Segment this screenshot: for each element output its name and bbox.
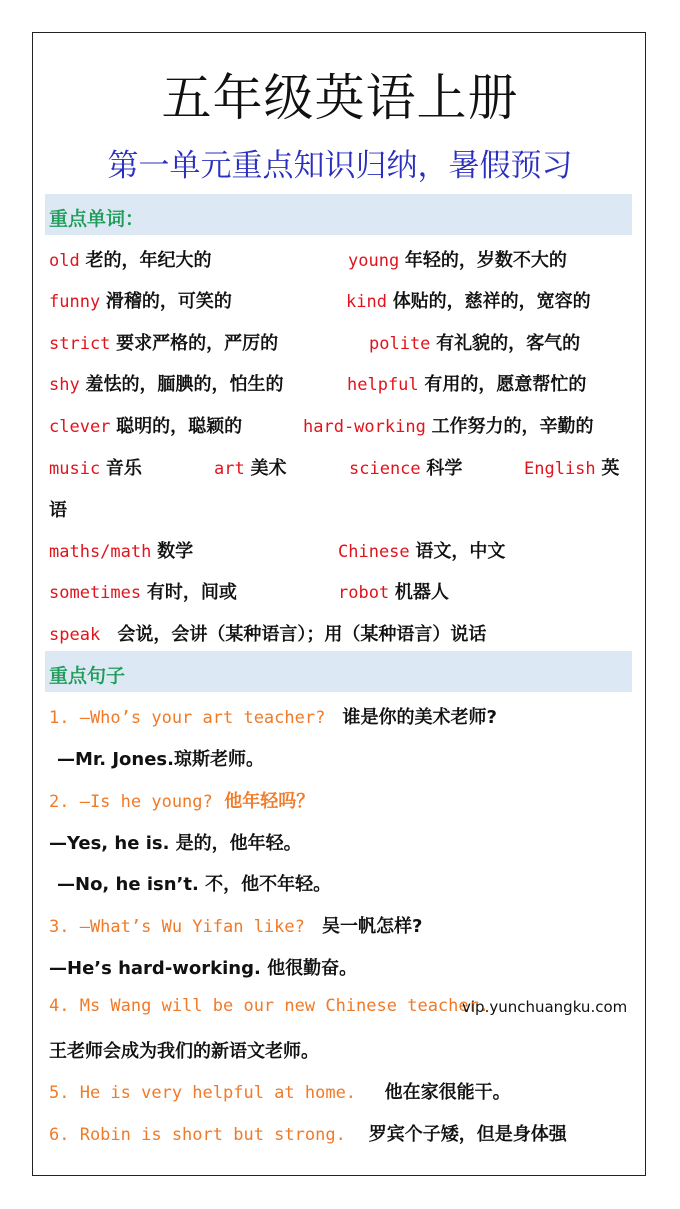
- vocab-item: robot 机器人: [338, 582, 449, 603]
- vocab-item-continued: 语: [49, 500, 67, 521]
- vocab-item: polite 有礼貌的，客气的: [369, 333, 581, 354]
- vocab-item: helpful 有用的，愿意帮忙的: [347, 374, 587, 395]
- sentence-heading-band: [45, 651, 632, 692]
- vocab-item: shy 羞怯的，腼腆的，怕生的: [49, 374, 284, 395]
- vocab-item: speak 会说，会讲（某种语言）；用（某种语言）说话: [49, 624, 487, 645]
- sentence-line: 2. —Is he young? 他年轻吗？: [49, 791, 315, 812]
- vocab-item: science 科学: [349, 458, 463, 479]
- vocab-item: young 年轻的，岁数不大的: [348, 250, 567, 271]
- vocab-item: maths/math 数学: [49, 541, 194, 562]
- vocab-heading: 重点单词：: [49, 208, 145, 230]
- vocab-item: music 音乐: [49, 458, 142, 479]
- sentence-line: 1. —Who’s your art teacher? 谁是你的美术老师?: [49, 707, 497, 728]
- sentence-line: —Yes, he is. 是的，他年轻。: [49, 833, 302, 854]
- vocab-item: English 英: [524, 458, 620, 479]
- vocab-item: art 美术: [214, 458, 287, 479]
- page-subtitle: 第一单元重点知识归纳，暑假预习: [107, 148, 573, 184]
- vocab-item: old 老的，年纪大的: [49, 250, 212, 271]
- vocab-item: funny 滑稽的，可笑的: [49, 291, 232, 312]
- sentence-line: —No, he isn’t. 不，他不年轻。: [57, 874, 332, 895]
- page-title: 五年级英语上册: [161, 69, 519, 127]
- sentence-line: —He’s hard-working. 他很勤奋。: [49, 958, 358, 979]
- watermark-text: vip.yunchuangku.com: [462, 998, 628, 1016]
- sentence-line: 5. He is very helpful at home. 他在家很能干。: [49, 1082, 511, 1103]
- sentence-heading: 重点句子: [49, 665, 126, 687]
- sentence-line: 4. Ms Wang will be our new Chinese teacher.: [49, 996, 490, 1016]
- vocab-item: Chinese 语文，中文: [338, 541, 506, 562]
- sentence-line: 王老师会成为我们的新语文老师。: [49, 1041, 319, 1062]
- sentence-line: —Mr. Jones.琼斯老师。: [57, 749, 264, 770]
- vocab-item: clever 聪明的，聪颖的: [49, 416, 243, 437]
- sentence-line: 6. Robin is short but strong. 罗宾个子矮，但是身体强: [49, 1124, 567, 1145]
- sentence-line: 3. —What’s Wu Yifan like? 吴一帆怎样?: [49, 916, 423, 937]
- vocab-item: sometimes 有时，间或: [49, 582, 237, 603]
- vocab-item: kind 体贴的，慈祥的，宽容的: [346, 291, 591, 312]
- vocab-item: strict 要求严格的，严厉的: [49, 333, 279, 354]
- vocab-item: hard-working 工作努力的，辛勤的: [303, 416, 594, 437]
